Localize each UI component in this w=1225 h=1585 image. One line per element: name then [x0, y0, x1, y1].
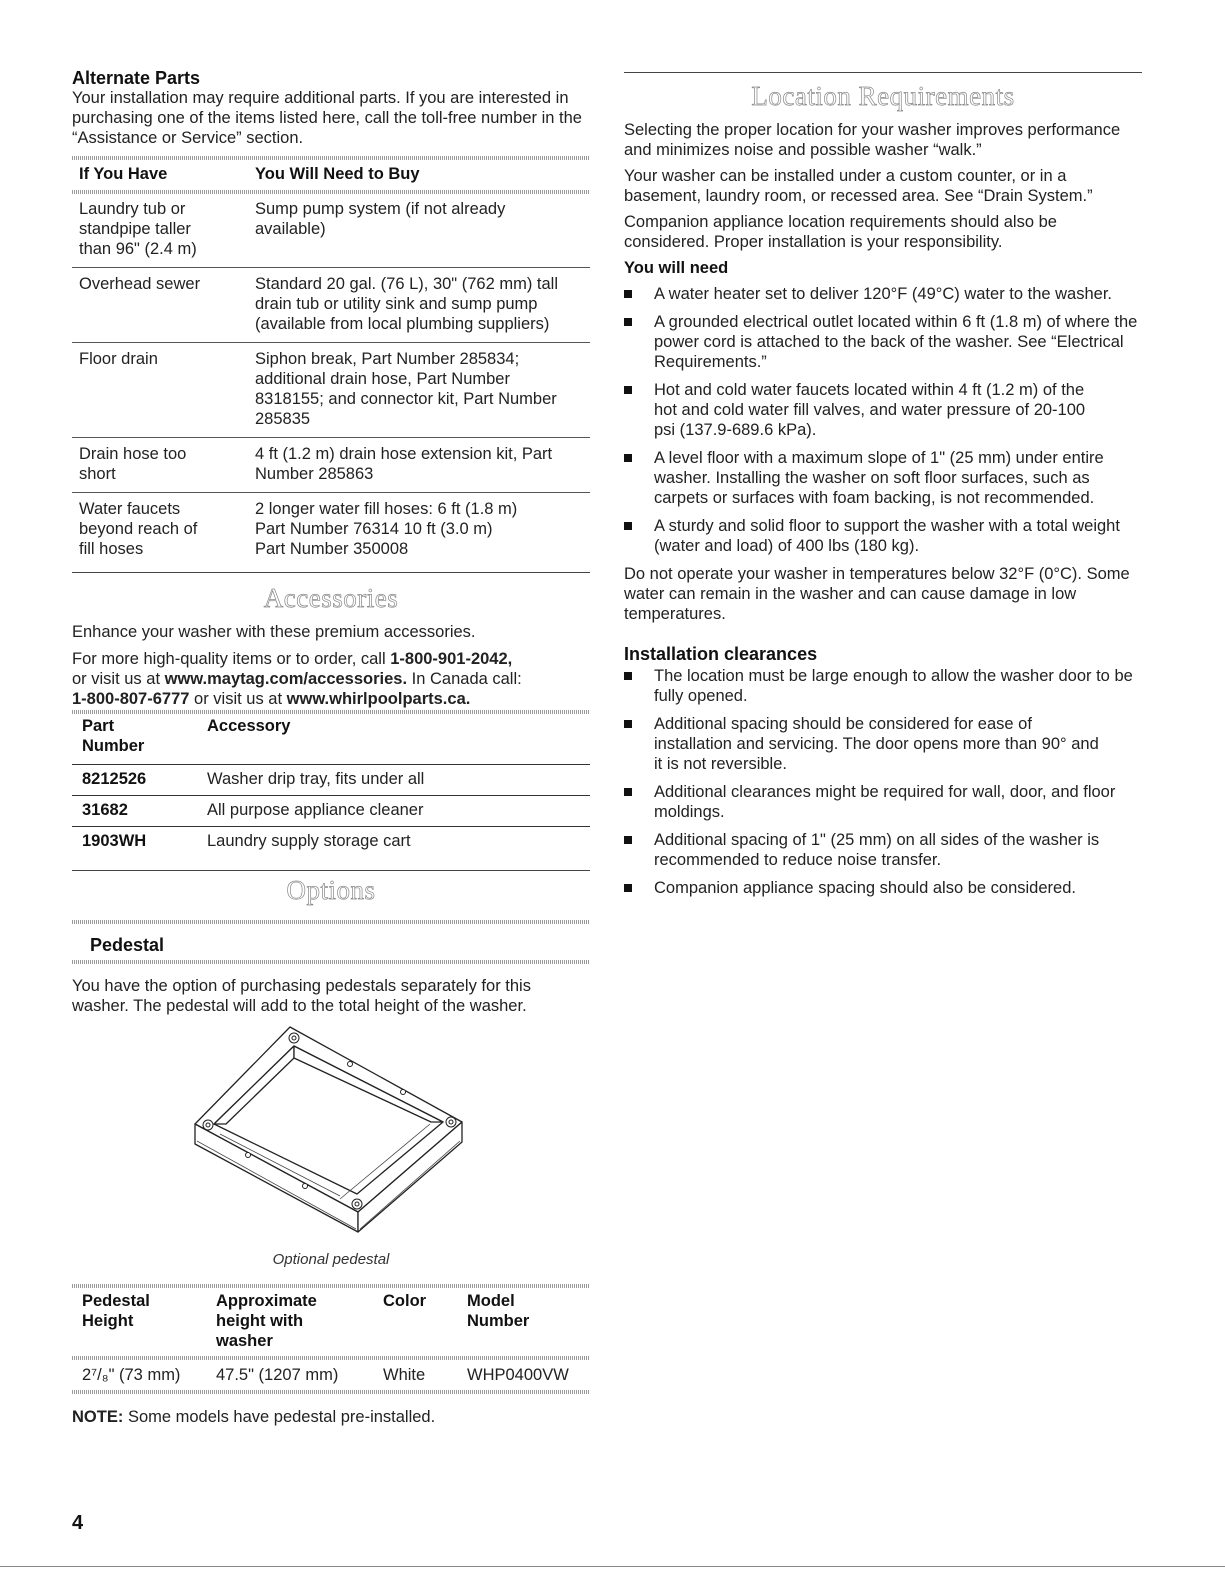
accessories-intro: Enhance your washer with these premium accessories.: [72, 623, 476, 641]
table-header: Model Number: [467, 1292, 530, 1330]
options-title: Options: [286, 875, 376, 905]
table-row: [72, 796, 590, 827]
table-cell: Floor drain: [79, 350, 158, 368]
pedestal-note: [72, 1407, 590, 1427]
pedestal-illustration: [190, 1024, 550, 1244]
pedestal-table-rule: [72, 1284, 590, 1288]
table-header: Accessory: [207, 717, 291, 735]
alternate-parts-intro: Your installation may require additional parts. If you are interested in purchasing one of the items listed here, call the toll-free number in the “Assistance or Service” section.: [72, 89, 582, 147]
list-item: A grounded electrical outlet located within 6 ft (1.8 m) of where the power cord is attached to the back of the washer. See “Electrical Requirements.”: [624, 312, 1142, 372]
table-cell: Laundry supply storage cart: [207, 832, 411, 850]
location-rule: [624, 72, 1142, 73]
location-p3: Companion appliance location requirements should also be considered. Proper installation is your responsibility.: [624, 213, 1057, 251]
table-cell: Water faucets beyond reach of fill hoses: [79, 500, 198, 558]
accessories-text: [72, 622, 590, 709]
table-cell: 1903WH: [82, 832, 147, 850]
pedestal-table-body: [72, 1365, 590, 1385]
table-cell: Siphon break, Part Number 285834; additional drain hose, Part Number 8318155; and connector kit, Part Number 285835: [255, 350, 557, 428]
accessories-table-rule: [72, 710, 590, 714]
location-body: [624, 120, 1142, 906]
table-cell: Sump pump system (if not already available): [255, 200, 506, 238]
pedestal-caption: Optional pedestal: [272, 1251, 390, 1268]
pedestal-top-rule: [72, 920, 590, 924]
table-cell: Laundry tub or standpipe taller than 96" (2.4 m): [79, 200, 197, 258]
page-bottom-rule: [0, 1566, 1225, 1567]
installation-clearances-heading: Installation clearances: [624, 644, 818, 664]
list-item: Additional clearances might be required for wall, door, and floor moldings.: [624, 782, 1142, 822]
table-cell: WHP0400VW: [467, 1366, 569, 1384]
table-header: Approximate height with washer: [216, 1292, 317, 1350]
accessories-table: [72, 716, 590, 857]
table-cell: 2 longer water fill hoses: 6 ft (1.8 m) Part Number 76314 10 ft (3.0 m) Part Number 350008: [255, 500, 518, 558]
table-cell: Washer drip tray, fits under all: [207, 770, 425, 788]
list-item: A sturdy and solid floor to support the washer with a total weight (water and load) of 400 lbs (180 kg).: [624, 516, 1142, 556]
table-row: [72, 438, 590, 493]
table-row: [72, 765, 590, 796]
table-header: Part Number: [82, 717, 145, 755]
table-cell: All purpose appliance cleaner: [207, 801, 424, 819]
phone-us: 1-800-901-2042,: [390, 650, 513, 668]
table-row: [72, 199, 590, 268]
accessories-rule: [72, 572, 590, 573]
table-cell: 4 ft (1.2 m) drain hose extension kit, Part Number 285863: [255, 445, 553, 483]
table-row: [72, 827, 590, 858]
alternate-parts-rows: [72, 199, 590, 567]
table-cell: White: [383, 1366, 426, 1384]
needs-list: [624, 284, 1142, 556]
url-ca[interactable]: www.whirlpoolparts.ca.: [286, 690, 471, 708]
alternate-parts-heading: Alternate Parts: [72, 68, 201, 88]
pedestal-heading: Pedestal: [90, 935, 165, 955]
table-header-rule: [72, 190, 590, 194]
phone-ca: 1-800-807-6777: [72, 690, 190, 708]
accessories-title: Accessories: [263, 583, 399, 613]
table-header: You Will Need to Buy: [255, 165, 420, 183]
table-cell: 31682: [82, 801, 128, 819]
pedestal-table: [72, 1291, 590, 1359]
note-text: Some models have pedestal pre-installed.: [127, 1408, 436, 1426]
accessories-order-text: For more high-quality items or to order, call 1-800-901-2042, or visit us at www.maytag.com/accessories. In Canada call: 1-800-807-6777 or visit us at www.whirlpoolparts.ca.: [72, 650, 522, 708]
table-top-rule: [72, 156, 590, 160]
bullet-icon: [624, 788, 632, 796]
page-number: 4: [72, 1512, 84, 1534]
table-header: Pedestal Height: [82, 1292, 150, 1330]
list-item: Companion appliance spacing should also be considered.: [624, 878, 1142, 898]
you-will-need-heading: You will need: [624, 259, 729, 277]
url-us[interactable]: www.maytag.com/accessories.: [164, 670, 408, 688]
list-item: Additional spacing should be considered for ease of installation and servicing. The door opens more than 90° and it is not reversible.: [624, 714, 1142, 774]
pedestal-bottom-table-rule: [72, 1390, 590, 1394]
location-title: Location Requirements: [751, 81, 1015, 111]
table-cell: 47.5" (1207 mm): [216, 1366, 339, 1384]
bullet-icon: [624, 290, 632, 298]
pedestal-bottom-rule: [72, 960, 590, 964]
table-header: Color: [383, 1292, 427, 1310]
alternate-parts-table: [72, 164, 590, 184]
table-cell: Standard 20 gal. (76 L), 30" (762 mm) tall drain tub or utility sink and sump pump (available from local plumbing suppliers): [255, 275, 559, 333]
list-item: The location must be large enough to allow the washer door to be fully opened.: [624, 666, 1142, 706]
bullet-icon: [624, 386, 632, 394]
table-row: [72, 1365, 590, 1385]
clearances-list: [624, 666, 1142, 898]
list-item: A water heater set to deliver 120°F (49°C) water to the washer.: [624, 284, 1142, 304]
alternate-parts-section: [72, 68, 590, 148]
bullet-icon: [624, 884, 632, 892]
table-header: If You Have: [79, 165, 168, 183]
table-cell: 8212526: [82, 770, 147, 788]
bullet-icon: [624, 836, 632, 844]
location-p4: Do not operate your washer in temperatures below 32°F (0°C). Some water can remain in the washer and can cause damage in low temperatures.: [624, 565, 1130, 623]
pedestal-header-rule: [72, 1356, 590, 1360]
bullet-icon: [624, 522, 632, 530]
bullet-icon: [624, 454, 632, 462]
list-item: Hot and cold water faucets located within 4 ft (1.2 m) of the hot and cold water fill valves, and water pressure of 20-100 psi (137.9-689.6 kPa).: [624, 380, 1142, 440]
table-row: [72, 343, 590, 438]
bullet-icon: [624, 720, 632, 728]
bullet-icon: [624, 672, 632, 680]
table-row: [72, 268, 590, 343]
table-cell: Drain hose too short: [79, 445, 187, 483]
note-label: NOTE:: [72, 1408, 124, 1426]
location-p1: Selecting the proper location for your washer improves performance and minimizes noise and possible washer “walk.”: [624, 121, 1121, 159]
table-row: [72, 493, 590, 568]
bullet-icon: [624, 318, 632, 326]
list-item: A level floor with a maximum slope of 1" (25 mm) under entire washer. Installing the washer on soft floor surfaces, such as carpets or surfaces with foam backing, is not recommended.: [624, 448, 1142, 508]
pedestal-intro: You have the option of purchasing pedestals separately for this washer. The pedestal will add to the total height of the washer.: [72, 977, 531, 1015]
list-item: Additional spacing of 1" (25 mm) on all sides of the washer is recommended to reduce noise transfer.: [624, 830, 1142, 870]
table-cell: Overhead sewer: [79, 275, 201, 293]
options-rule: [72, 870, 590, 871]
table-cell: 2⁷/₈" (73 mm): [82, 1366, 181, 1384]
location-p2: Your washer can be installed under a custom counter, or in a basement, laundry room, or recessed area. See “Drain System.”: [624, 167, 1093, 205]
